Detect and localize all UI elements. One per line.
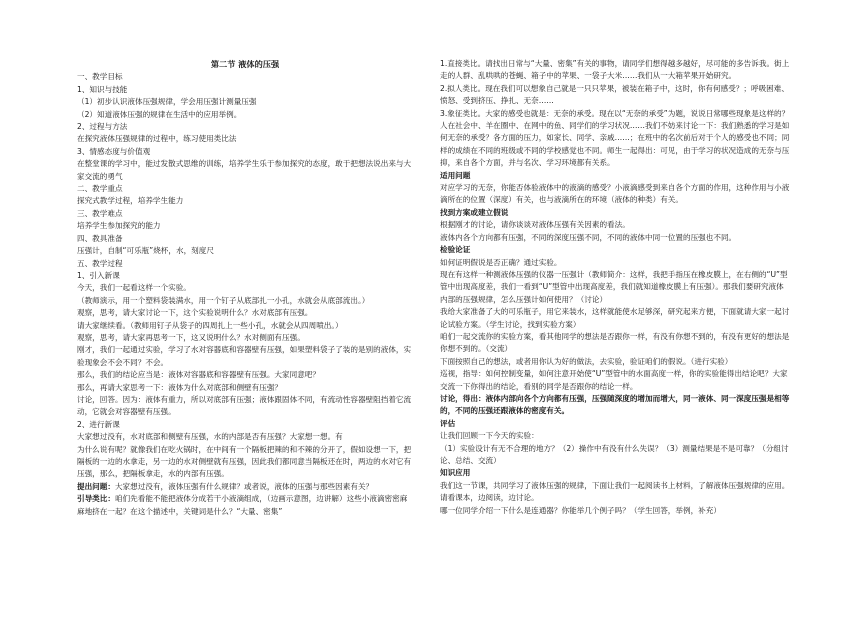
paragraph-text: 我们这一节课，共同学习了液体压强的规律，下面让我们一起阅读书上材料，了解液体压强规律的应用。请看课本，边阅读，边讨论。 <box>440 480 790 503</box>
right-paragraph <box>440 219 790 231</box>
inline-label: 讨论，得出： <box>440 393 486 403</box>
paragraph-text: 大家想过没有，液体压强有什么规律？或者说，液体的压强与那些因素有关？ <box>114 481 374 491</box>
right-paragraph <box>440 83 790 108</box>
section-heading: 适用问题 <box>440 170 471 180</box>
paragraph-text: 一、教学目标 <box>77 72 123 82</box>
paragraph-text: 让我们回顾一下今天的实验： <box>440 431 539 441</box>
paragraph-text: 1、引入新课 <box>77 270 120 280</box>
right-column <box>440 58 790 517</box>
left-paragraph <box>77 245 413 257</box>
inline-label: 提出问题： <box>77 481 115 491</box>
paragraph-text: 探究式教学过程，培养学生能力 <box>77 196 184 206</box>
left-paragraph <box>77 295 413 307</box>
right-paragraph <box>440 170 790 182</box>
paragraph-text: 观察，思考，请大家讨论一下，这个实验说明什么？水对底部有压强。 <box>77 308 313 318</box>
paragraph-text: 我给大家准备了大的可乐瓶子，用它来装水，这样就能使水足够深，研究起来方便，下面就请大家一起讨论试验方案。（学生讨论，找到实验方案） <box>440 307 790 329</box>
right-paragraph <box>440 443 790 468</box>
left-paragraph <box>77 109 413 121</box>
left-paragraph <box>77 431 413 443</box>
right-paragraph <box>440 232 790 244</box>
paragraph-text: 压强计，自制“可乐瓶”烧杯，水，刻度尺 <box>77 246 214 256</box>
right-paragraph <box>440 331 790 356</box>
left-paragraph <box>77 208 413 220</box>
inline-label: 引导类比： <box>77 494 115 504</box>
left-paragraph <box>77 493 413 518</box>
right-paragraph <box>440 269 790 306</box>
paragraph-text: 对应学习的无奈，你能否体验液体中的液滴的感受？小液滴感受到来自各个方面的作用，这种作用与小液滴所在的位置（深度）有关，也与液滴所在的环境（液体的种类）有关。 <box>440 183 790 205</box>
left-paragraph <box>77 344 413 369</box>
paragraph-text: 巡视，指导：如何控制变量，如何注意开始使“U”型管中的水面高度一样，你的实验能得出结论吧？大家交流一下你得出的结论，看别的同学是否跟你的结论一样。 <box>440 369 788 391</box>
paragraph-text: 在整堂课的学习中，能过发散式思维的训练，培养学生乐于参加探究的态度，敢于把想法说出来与大家交流的勇气 <box>77 159 412 181</box>
left-paragraph <box>77 419 413 431</box>
left-paragraph <box>77 233 413 245</box>
page-title: 第二节 液体的压强 <box>210 59 280 69</box>
paragraph-text: 3、情感态度与价值观 <box>77 146 151 156</box>
left-paragraph <box>77 369 413 381</box>
paragraph-text: 那么，我们的结论应当是：液体对容器底和容器壁有压强。大家同意吧？ <box>77 370 320 380</box>
paragraph-text: 请大家继续看。（教师用钉子从袋子的四周扎上一些小孔，水就会从四周喷出。） <box>77 320 343 330</box>
paragraph-text: 二、教学重点 <box>77 184 123 194</box>
paragraph-text: 现在有这样一种测液体压强的仪器一压强计（教师简介：这样，我把手指压在橡皮膜上，在右侧的“U”型管中出现高度差，我们一看到“U”型管中出现高度差，我们就知道橡皮膜上有压强）。那我们要研究液体内部的压强规律，怎么压强计如何使用？（讨论） <box>440 269 788 304</box>
right-paragraph <box>440 393 790 418</box>
right-paragraph <box>440 505 790 517</box>
left-paragraph <box>77 258 413 270</box>
left-paragraph <box>77 183 413 195</box>
left-column-body <box>77 71 413 518</box>
paragraph-text: 刚才，我们一起通过实验，学习了水对容器底和容器壁有压强，如果塑料袋子了装的是别的液体，实验现象会不会不同？不会。 <box>77 345 412 367</box>
paragraph-text: 培养学生参加探究的能力 <box>77 221 161 231</box>
section-heading: 知识应用 <box>440 468 471 478</box>
paragraph-text: 2.拟人类比。现在我们可以想象自己就是一只只苹果，被装在箱子中，这时，你有何感受？；呼吸困难、愤怒、受到挤压、挣扎、无奈…… <box>440 83 789 106</box>
right-paragraph <box>440 356 790 368</box>
right-paragraph <box>440 257 790 269</box>
paragraph-text: 咱们一起交流你的实验方案，看其他同学的想法是否跟你一样，有没有你想不到的，有没有更好的想法是你想不到的。（交流） <box>440 331 790 354</box>
paragraph-text: 哪一位同学介绍一下什么是连通器？你能举几个例子吗？（学生回答，举例，补充） <box>440 505 721 515</box>
paragraph-text: 下面按照自己的想法，或者用你认为好的做法，去实验，验证咱们的假说。（进行实验） <box>440 356 733 366</box>
paragraph-text: 观察，思考，请大家再思考一下，这又说明什么？水对侧面有压强。 <box>77 332 305 342</box>
paragraph-text: 在探究液体压强规律的过程中，练习使用类比法 <box>77 134 237 144</box>
left-paragraph <box>77 133 413 145</box>
right-column-body <box>440 58 790 517</box>
right-paragraph <box>440 368 790 393</box>
left-paragraph <box>77 121 413 133</box>
right-paragraph <box>440 467 790 479</box>
paragraph-text: 今天，我们一起看这样一个实验。 <box>77 283 191 293</box>
right-paragraph <box>440 108 790 170</box>
left-paragraph <box>77 444 413 481</box>
left-paragraph <box>77 270 413 282</box>
paragraph-text: （2）知道液体压强的规律在生活中的应用举例。 <box>77 109 242 119</box>
left-paragraph <box>77 96 413 108</box>
left-paragraph <box>77 282 413 294</box>
paragraph-text: 根据刚才的讨论，请你谈谈对液体压强有关因素的看法。 <box>440 220 630 230</box>
paragraph-text: 3.象征类比。大家的感受也就是：无奈的承受。现在以“无奈的承受”为题，说说日常哪些现象是这样的？人在社会中、羊在圈中、在网中的鱼、同学们的学习状况……我们不妨来讨论一下：我们熟悉的学习是如何无奈的承受？各方面的压力，如家长、同学、亲戚……；在班中的名次前后对于个人的感受也不同；同样的成绩在不同的班级或不同的学校感觉也不同。师生一起得出：可见，由于学习的状况造成的无奈与压抑，来自各个方面，并与名次、学习环境都有关系。 <box>440 108 790 168</box>
section-heading: 检验论证 <box>440 245 471 255</box>
left-paragraph <box>77 195 413 207</box>
right-paragraph <box>440 430 790 442</box>
paragraph-text: 1、知识与技能 <box>77 84 128 94</box>
section-heading: 评估 <box>440 418 456 428</box>
bold-conclusion: 液体内部向各个方向都有压强，压强随深度的增加而增大，同一液体、同一深度压强是相等的，不同的压强还跟液体的密度有关。 <box>440 393 790 416</box>
left-paragraph <box>77 320 413 332</box>
paragraph-text: 那么，再请大家思考一下：液体为什么对底部和侧壁有压强？ <box>77 382 283 392</box>
left-paragraph <box>77 394 413 419</box>
paragraph-text: 如何证明假说是否正确？通过实验。 <box>440 257 562 267</box>
right-paragraph <box>440 182 790 207</box>
paragraph-text: 大家想过没有，水对底部和侧壁有压强，水的内部是否有压强？大家想一想。有 <box>77 432 343 442</box>
left-paragraph <box>77 146 413 158</box>
paragraph-text: 2、进行新课 <box>77 419 120 429</box>
paragraph-text: （教师演示，用一个塑料袋装满水，用一个钉子从底部扎一小孔，水就会从底部流出。） <box>77 295 370 305</box>
left-paragraph <box>77 220 413 232</box>
right-paragraph <box>440 306 790 331</box>
right-paragraph <box>440 480 790 505</box>
left-paragraph <box>77 481 413 493</box>
left-column <box>77 58 413 518</box>
paragraph-text: 为什么说有呢？就像我们在吃火锅时，在中间有一个隔板把辣的和不辣的分开了，假如设想一下，把隔板的一边的水拿走，另一边的水对侧壁就有压强，因此我们都同意当隔板还在时，两边的水对它有压强，那么，把隔板拿走，水的内部有压强。 <box>77 444 412 479</box>
left-paragraph <box>77 307 413 319</box>
paragraph-text: 液体内各个方向都有压强，不同的深度压强不同，不同的液体中同一位置的压强也不同。 <box>440 232 737 242</box>
right-paragraph <box>440 418 790 430</box>
left-paragraph <box>77 332 413 344</box>
paragraph-text: 2、过程与方法 <box>77 122 128 132</box>
right-paragraph <box>440 58 790 83</box>
paragraph-text: 讨论，回答。因为：液体有重力，所以对底部有压强；液体跟固体不同，有流动性容器壁阻挡着它流动，它就会对容器壁有压强。 <box>77 394 412 417</box>
paragraph-text: （1）实验设计有无不合理的地方？（2）操作中有没有什么失误？（3）测量结果是不是可靠？（分组讨论、总结、交流） <box>440 443 789 465</box>
left-paragraph <box>77 84 413 96</box>
left-paragraph <box>77 382 413 394</box>
right-paragraph <box>440 207 790 219</box>
paragraph-text: 咱们先看能不能把液体分成若干小液滴组成，（边画示意图，边讲解）这些小液滴密密麻麻地挤在一起？在这个描述中，关键词是什么？“大量、密集” <box>77 494 408 516</box>
right-paragraph <box>440 244 790 256</box>
paragraph-text: 1.直接类比。请找出日常与“大量、密集”有关的事物，请同学们想得越多越好，尽可能的多告诉我。街上走的人群、乱哄哄的苍蝇、箱子中的苹果、一袋子大米……我们从一大箱苹果开始研究。 <box>440 59 790 81</box>
paragraph-text: 四、教具准备 <box>77 233 123 243</box>
paragraph-text: （1）初步认识液体压强规律，学会用压强计测量压强 <box>77 97 257 107</box>
paragraph-text: 五、教学过程 <box>77 258 123 268</box>
section-heading: 找到方案或建立假说 <box>440 207 509 217</box>
left-paragraph <box>77 158 413 183</box>
paragraph-text: 三、教学难点 <box>77 208 123 218</box>
left-paragraph <box>77 71 413 83</box>
